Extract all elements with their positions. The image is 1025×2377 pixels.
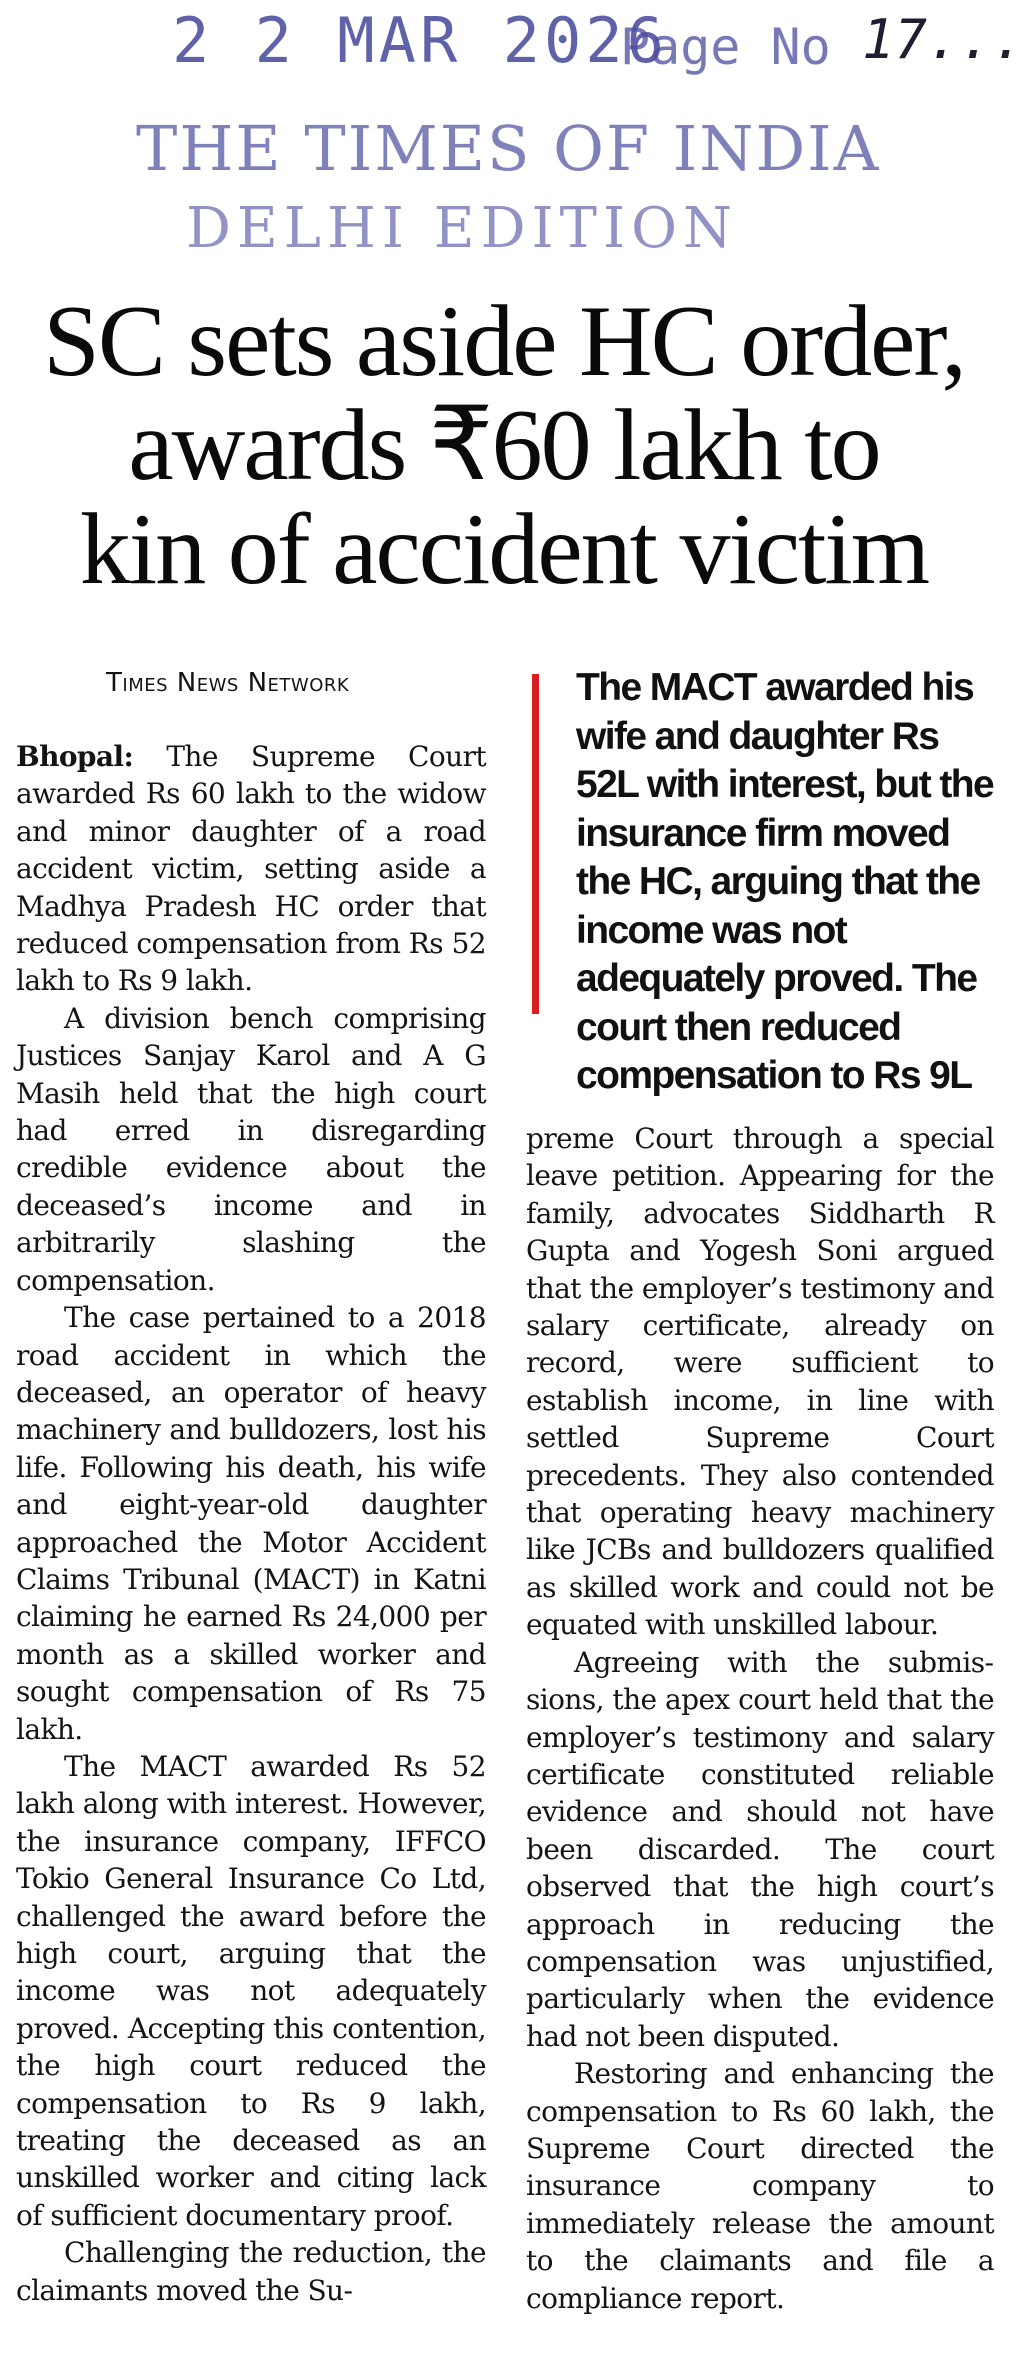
pull-quote-bar <box>532 674 539 1014</box>
pull-quote <box>532 664 992 1104</box>
headline-line: kin of accident victim <box>79 493 929 606</box>
stamp-edition: DELHI EDITION <box>186 196 739 261</box>
stamp-date: 2 2 MAR 2026 <box>172 4 668 77</box>
article-paragraph: Restoring and enhancing the compensation to Rs 60 lakh, the Supreme Court directed the insurance company to immediately release the amount to the claimants and file a compliance report. <box>526 2057 994 2315</box>
article-column-left <box>16 738 486 2309</box>
stamp-page-label: Page No <box>620 18 831 76</box>
byline: Times News Network <box>106 668 350 698</box>
article-column-right <box>526 1120 994 2317</box>
stamp-newspaper-name: THE TIMES OF INDIA <box>136 112 881 185</box>
article-paragraph: A division bench comprising Justices Sanjay Karol and A G Masih held that the high court had erred in disregarding credible evidence about the deceased’s income and in arbitrarily slashing the compensation. <box>16 1001 486 1297</box>
dateline: Bhopal: <box>16 740 134 773</box>
headline-line: awards ₹60 lakh to <box>128 389 880 502</box>
headline <box>0 285 1008 606</box>
handwritten-page-number: 17... <box>862 8 1025 71</box>
paragraph-text: The Supreme Court awarded Rs 60 lakh to the widow and minor daughter of a road accident victim, setting aside a Madhya Pradesh HC order that reduced compensation from Rs 52 lakh to Rs 9 lakh. <box>16 740 486 998</box>
article-paragraph: Agreeing with the submissions, the apex court held that the employer’s testimony and salary certificate constituted reliable evidence and should not have been discarded. The court observed that the high court’s approach in reducing the compensation was unjustified, particularly when the evidence had not been disputed. <box>526 1645 994 2053</box>
headline-line: SC sets aside HC order, <box>43 285 965 398</box>
article-paragraph: Challenging the reduction, the claimants moved the Su- <box>16 2236 486 2307</box>
pull-quote-text: The MACT awarded his wife and daughter Rs 52L with interest, but the insurance firm moved the HC, arguing that the income was not adequately proved. The court then reduced compensation to Rs 9L <box>576 666 994 1097</box>
article-paragraph: The MACT awarded Rs 52 lakh along with interest. However, the insurance company, IFFCO Tokio General Insurance Co Ltd, challenged the award before the high court, arguing that the income was not adequately proved. Accepting this contention, the high court reduced the compensation to Rs 9 lakh, treating the deceased as an unskilled worker and citing lack of sufficient documentary proof. <box>16 1749 486 2232</box>
date-stamp <box>0 0 1025 268</box>
article-paragraph: The case pertained to a 2018 road accident in which the deceased, an operator of heavy machinery and bulldozers, lost his life. Following his death, his wife and eight-year-old daughter approached the Motor Accident Claims Tribunal (MACT) in Katni claiming he earned Rs 24,000 per month as a skilled worker and sought compensation of Rs 75 lakh. <box>16 1301 486 1746</box>
article-paragraph: preme Court through a special leave petition. Appearing for the family, advocates Siddharth R Gupta and Yogesh Soni argued that the employer’s testimony and salary certificate, already on record, were sufficient to establish income, in line with settled Supreme Court precedents. They also contended that operating heavy machinery like JCBs and bulldozers qualified as skilled work and could not be equated with unskilled labour. <box>526 1122 994 1642</box>
article-paragraph <box>16 738 486 1000</box>
